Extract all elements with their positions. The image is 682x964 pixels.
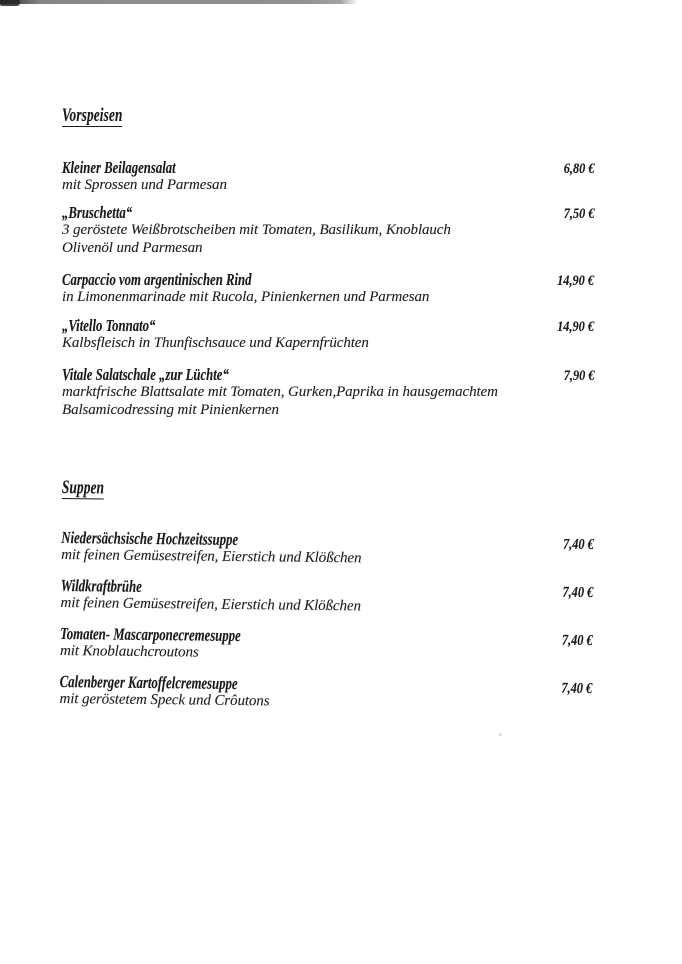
section-suppen <box>59 479 594 745</box>
section-vorspeisen <box>62 107 594 437</box>
menu-item-name: Carpaccio vom argentinischen Rind <box>62 270 252 289</box>
menu-item-price: 7,50 € <box>563 206 594 222</box>
scanner-corner-artifact <box>0 0 20 6</box>
menu-item-name: Kleiner Beilagensalat <box>62 158 176 177</box>
menu-item-price: 7,40 € <box>561 632 593 650</box>
menu-item-hochzeitssuppe <box>61 529 593 570</box>
menu-item-carpaccio <box>62 271 594 306</box>
menu-item-price: 7,40 € <box>561 584 593 602</box>
menu-item-description: mit feinen Gemüsestreifen, Eierstich und Klößchen <box>61 546 362 567</box>
menu-item-price: 7,40 € <box>562 536 594 554</box>
section-title-suppen: Suppen <box>61 477 105 499</box>
menu-item-description: Balsamicodressing mit Pinienkernen <box>62 402 279 418</box>
menu-item-vitello-tonnato <box>62 317 594 352</box>
menu-item-price: 14,90 € <box>557 273 594 289</box>
menu-item-name: Calenberger Kartoffelcremesuppe <box>59 671 238 694</box>
menu-item-description: mit geröstetem Speck und Crôutons <box>59 690 270 710</box>
menu-item-name: Wildkraftbrühe <box>60 575 142 596</box>
menu-item-vitale-salatschale <box>62 366 594 419</box>
menu-item-kleiner-beilagensalat <box>62 159 594 194</box>
menu-item-name: Tomaten- Mascarponecremesuppe <box>60 623 241 646</box>
scanner-edge-artifact <box>0 0 358 4</box>
menu-item-name: Vitale Salatschale „zur Lüchte“ <box>62 365 229 384</box>
menu-item-description: 3 geröstete Weißbrotscheiben mit Tomaten, Basilikum, Knoblauch <box>62 222 451 238</box>
menu-item-description: mit Sprossen und Parmesan <box>62 177 227 193</box>
menu-item-description: Kalbsfleisch in Thunfischsauce und Kapernfrüchten <box>62 335 369 351</box>
menu-item-name: „Vitello Tonnato“ <box>62 316 156 335</box>
menu-item-description: marktfrische Blattsalate mit Tomaten, Gurken,Paprika in hausgemachtem <box>62 384 498 400</box>
menu-item-wildkraftbruehe <box>60 577 592 618</box>
menu-item-tomaten-mascarponecremesuppe <box>60 625 592 666</box>
menu-item-price: 7,90 € <box>563 368 594 384</box>
section-title-vorspeisen: Vorspeisen <box>62 105 123 126</box>
menu-item-bruschetta <box>62 204 594 257</box>
menu-item-description: in Limonenmarinade mit Rucola, Pinienkernen und Parmesan <box>62 289 430 305</box>
menu-item-description: Olivenöl und Parmesan <box>62 240 203 256</box>
menu-item-price: 6,80 € <box>563 161 594 177</box>
menu-item-name: „Bruschetta“ <box>62 203 133 222</box>
menu-item-name: Niedersächsische Hochzeitssuppe <box>61 527 239 550</box>
menu-item-price: 7,40 € <box>560 680 592 698</box>
menu-item-price: 14,90 € <box>557 319 594 335</box>
menu-item-description: mit Knoblauchcroutons <box>59 642 199 661</box>
menu-item-kartoffelcremesuppe <box>59 673 591 714</box>
menu-item-description: mit feinen Gemüsestreifen, Eierstich und Klößchen <box>60 594 361 615</box>
